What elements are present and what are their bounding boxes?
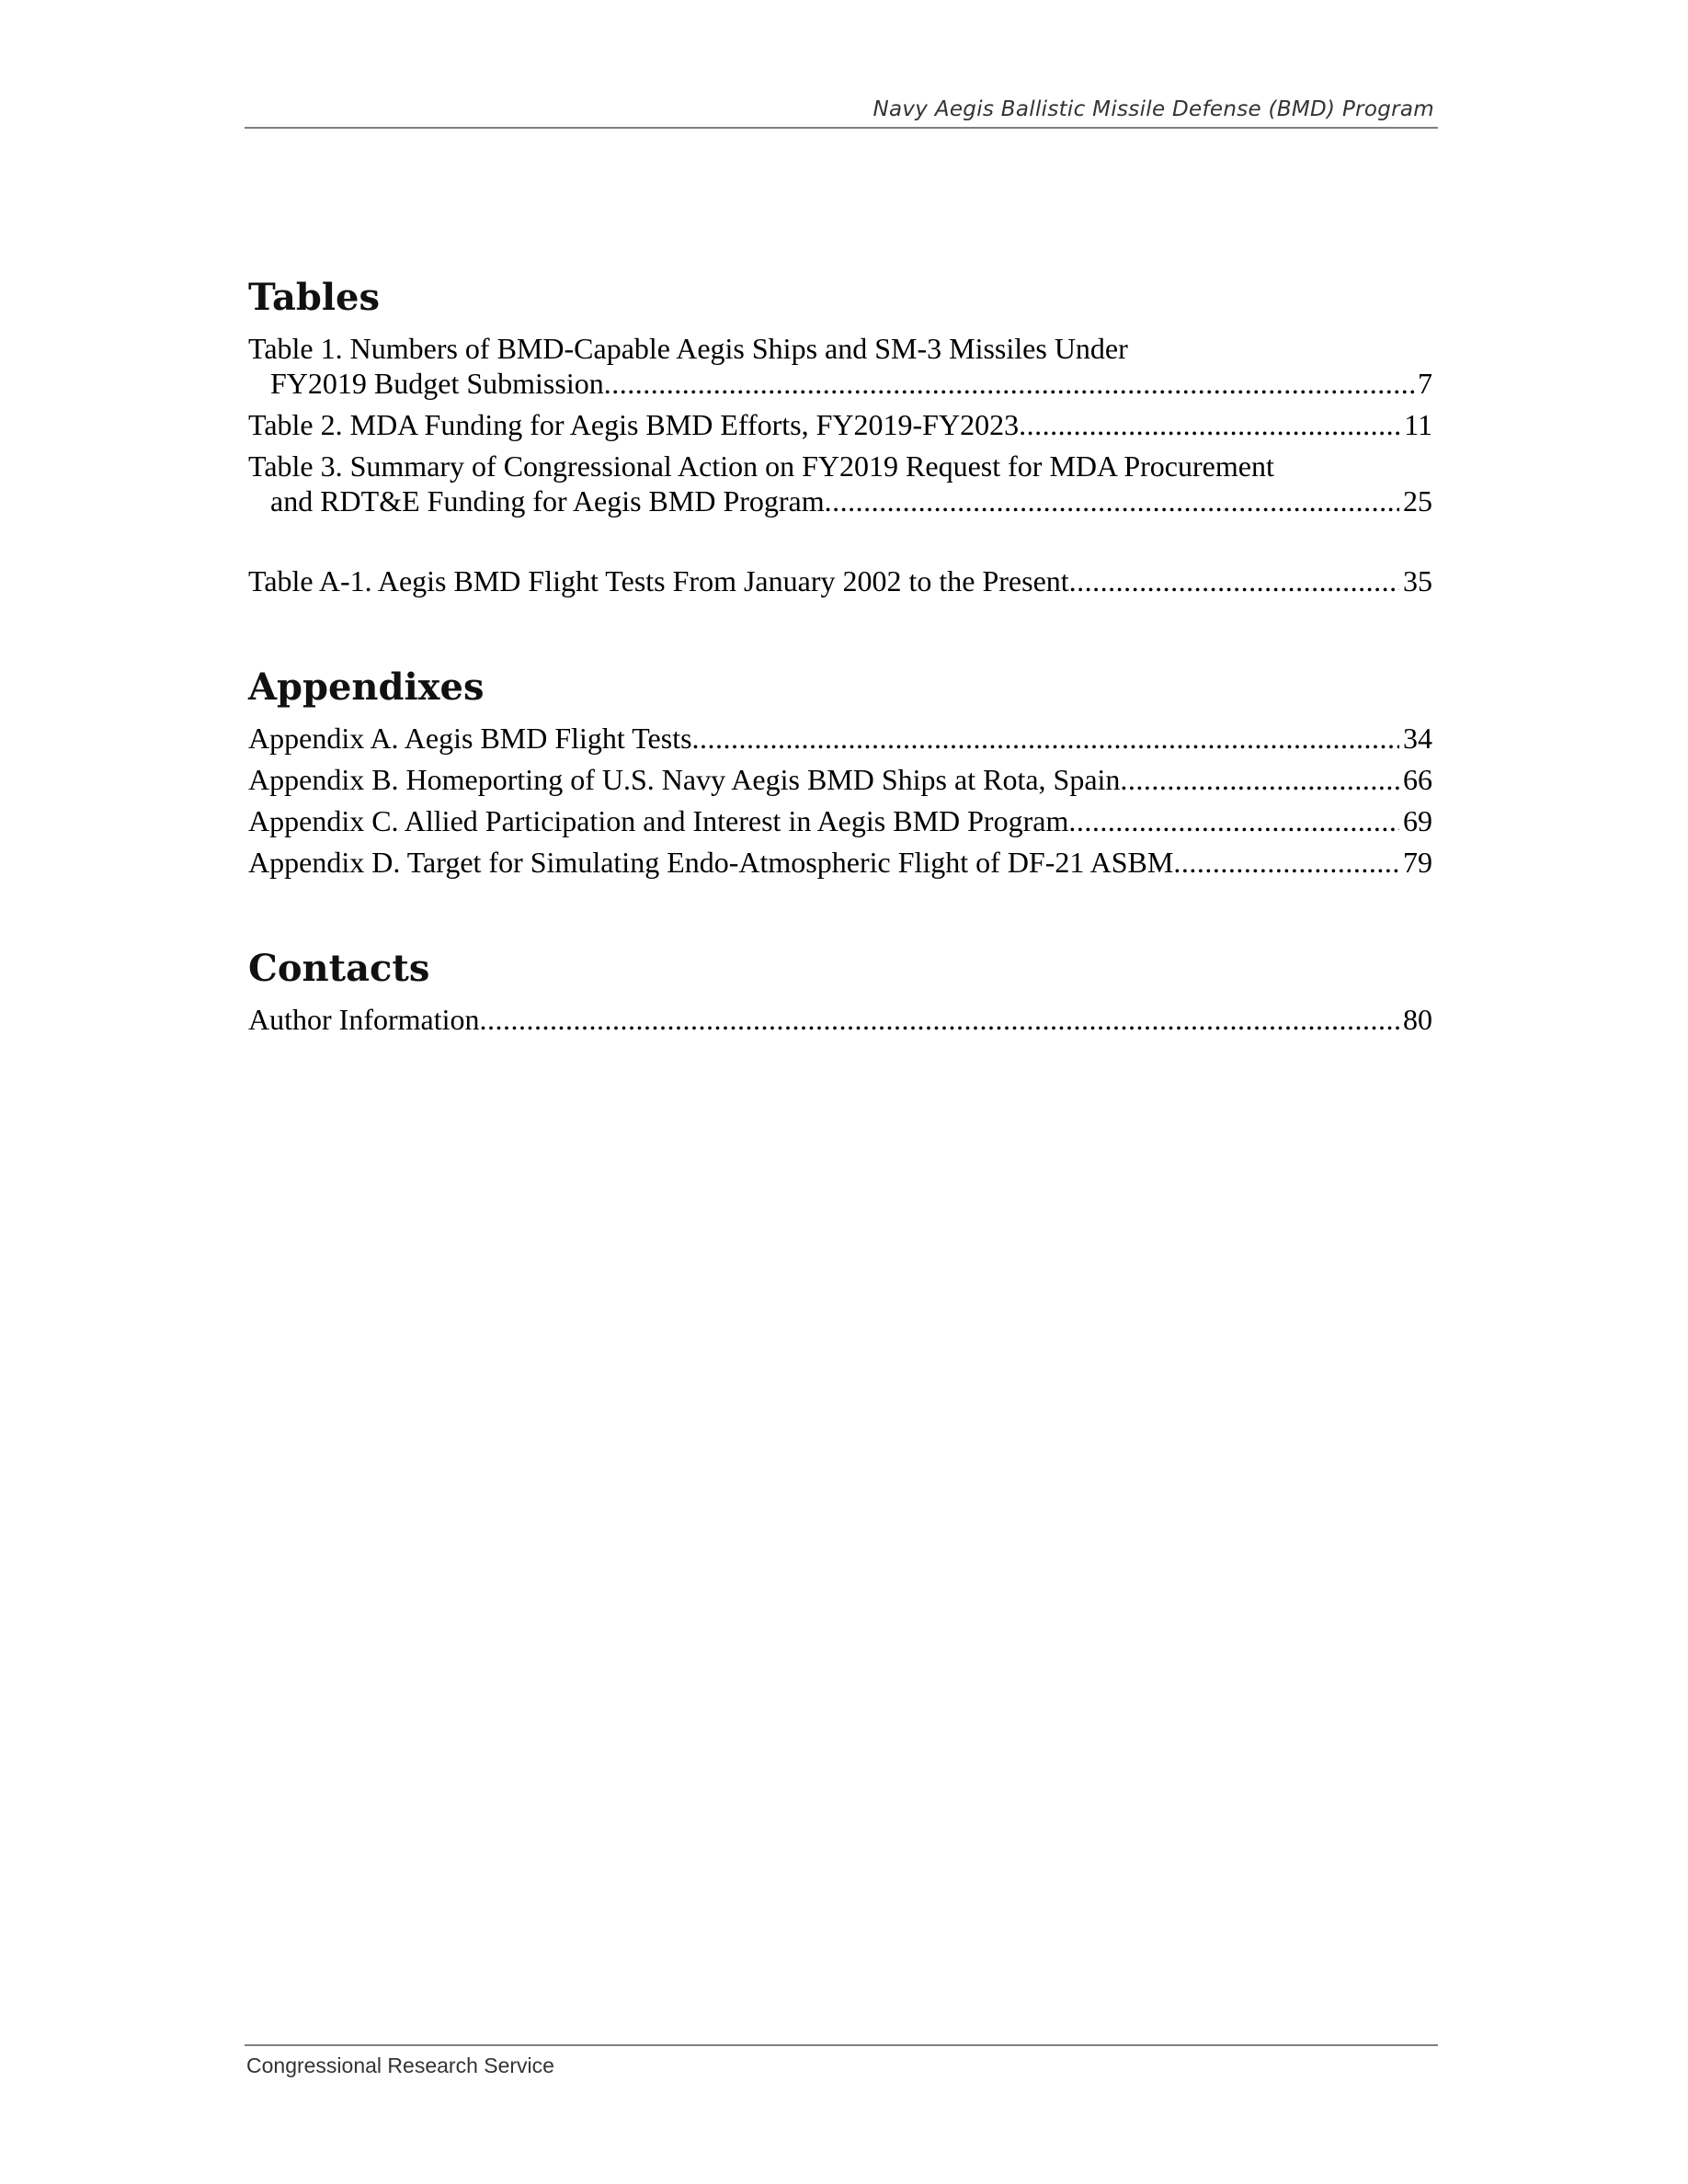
toc-entry-table-2[interactable]	[248, 407, 1432, 442]
tables-section	[248, 276, 1432, 598]
toc-entry-title-continued: and RDT&E Funding for Aegis BMD Program	[270, 484, 825, 518]
toc-entry-title: Table 3. Summary of Congressional Action on FY2019 Request for MDA Procurement	[248, 449, 1274, 483]
toc-entry-title: Appendix B. Homeporting of U.S. Navy Aegis BMD Ships at Rota, Spain	[248, 763, 1121, 796]
running-header-title: Navy Aegis Ballistic Missile Defense (BMD) Program	[873, 97, 1434, 121]
toc-entry-title-continued: FY2019 Budget Submission	[270, 367, 604, 400]
appendixes-section	[248, 665, 1432, 880]
toc-entry-table-a-1[interactable]	[248, 563, 1432, 598]
toc-entry-author-information[interactable]	[248, 1002, 1432, 1037]
toc-entry-appendix-b[interactable]	[248, 762, 1432, 797]
toc-entry-title: Table 1. Numbers of BMD-Capable Aegis Ships and SM-3 Missiles Under	[248, 332, 1128, 365]
dot-leader	[1120, 762, 1399, 797]
toc-entry-title: Appendix D. Target for Simulating Endo-Atmospheric Flight of DF-21 ASBM	[248, 846, 1174, 879]
toc-page-number: 34	[1403, 722, 1432, 755]
toc-page-number: 69	[1403, 804, 1432, 837]
toc-entry-appendix-a[interactable]	[248, 721, 1432, 756]
dot-leader	[480, 1002, 1400, 1037]
toc-page-number: 7	[1418, 367, 1432, 400]
dot-leader	[692, 721, 1399, 756]
toc-entry-appendix-c[interactable]	[248, 803, 1432, 838]
toc-page-number: 25	[1403, 484, 1432, 518]
toc-entry-title: Appendix A. Aegis BMD Flight Tests	[248, 722, 692, 755]
toc-entry-title: Appendix C. Allied Participation and Interest in Aegis BMD Program	[248, 804, 1069, 837]
dot-leader	[1069, 563, 1399, 598]
contacts-heading: Contacts	[248, 947, 430, 990]
dot-leader	[604, 366, 1414, 401]
appendixes-heading: Appendixes	[248, 665, 485, 709]
spacer	[248, 525, 1432, 563]
spacer	[248, 886, 1432, 947]
running-footer	[245, 2044, 1438, 2078]
toc-entry-title: Author Information	[248, 1003, 480, 1036]
toc-page-number: 79	[1403, 846, 1432, 879]
dot-leader	[1173, 845, 1399, 880]
contacts-section	[248, 947, 1432, 1037]
dot-leader	[1068, 803, 1399, 838]
footer-organization: Congressional Research Service	[246, 2053, 554, 2077]
toc-entry-appendix-d[interactable]	[248, 845, 1432, 880]
toc-page-number: 80	[1403, 1003, 1432, 1036]
tables-heading: Tables	[248, 276, 380, 319]
toc-entry-table-1[interactable]	[248, 331, 1432, 401]
running-header	[245, 96, 1438, 129]
toc-page-number: 11	[1404, 408, 1432, 441]
toc-entry-title: Table 2. MDA Funding for Aegis BMD Efforts, FY2019-FY2023	[248, 408, 1020, 441]
table-of-contents	[248, 276, 1432, 1043]
dot-leader	[825, 483, 1399, 518]
toc-entry-title: Table A-1. Aegis BMD Flight Tests From January 2002 to the Present	[248, 564, 1069, 597]
toc-entry-table-3[interactable]	[248, 449, 1432, 518]
toc-page-number: 35	[1403, 564, 1432, 597]
dot-leader	[1019, 407, 1400, 442]
toc-page-number: 66	[1403, 763, 1432, 796]
spacer	[248, 605, 1432, 665]
